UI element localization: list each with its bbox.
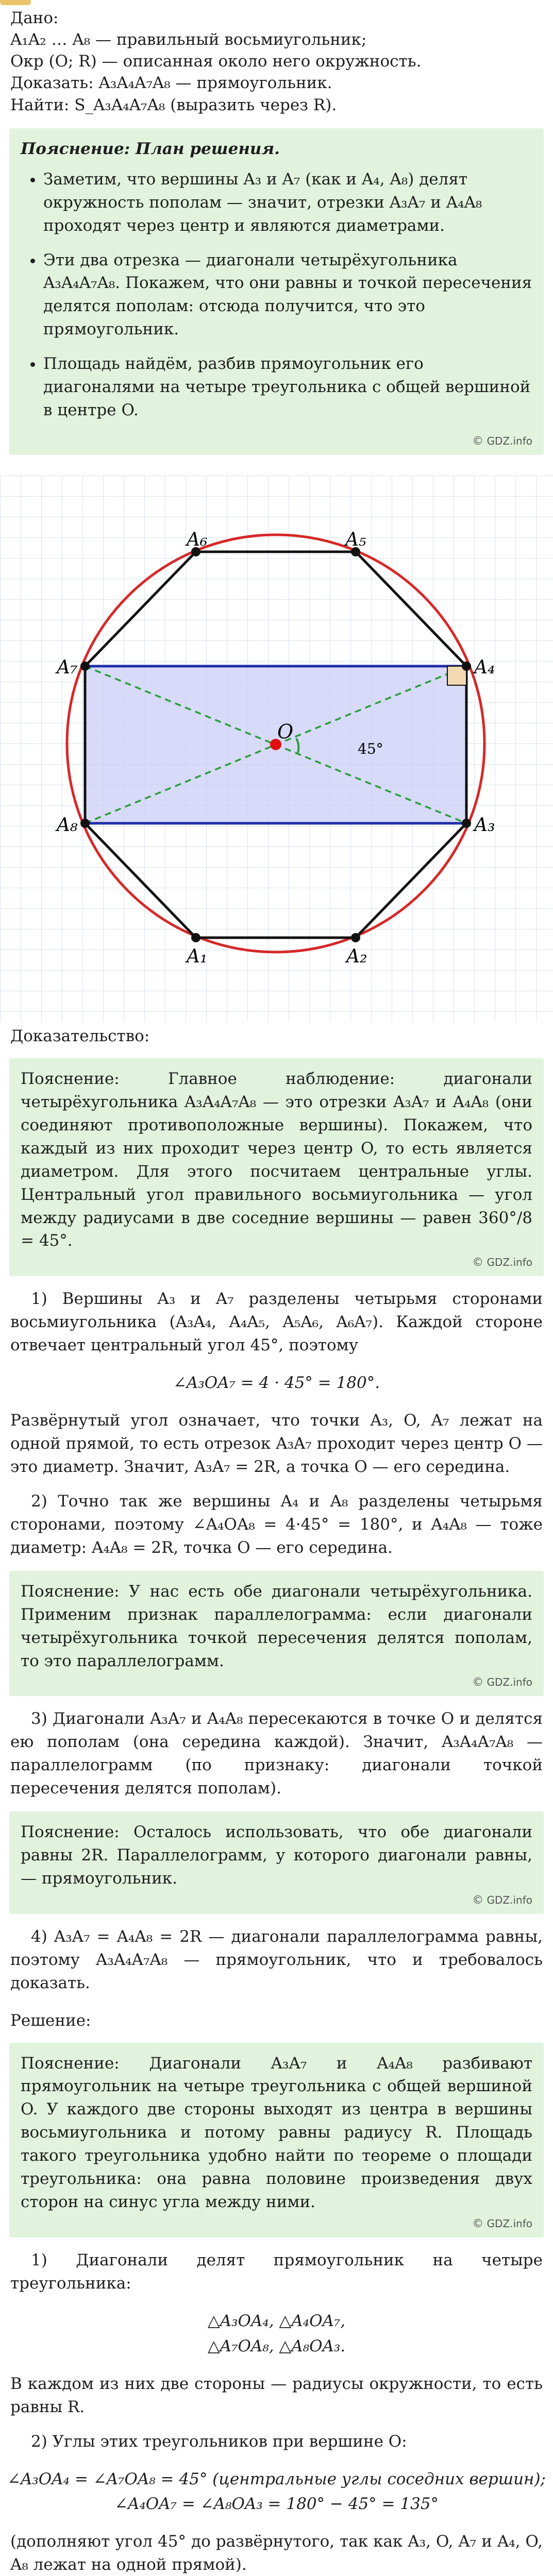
proof-box-2-credit bbox=[21, 1674, 532, 1691]
proof-step-4: 4) A₃A₇ = A₄A₈ = 2R — диагонали параллелограмма равны, поэтому A₃A₄A₇A₈ — прямоугольник, что и требовалось доказать. bbox=[10, 1927, 543, 1992]
solution-box-1-text: Пояснение: Диагонали A₃A₇ и A₄A₈ разбивают прямоугольник на четыре треугольника с общей вершиной O. У каждого две стороны выходят из центра в вершины восьмиугольника и потому равны радиусу R. Площадь такого треугольника удобно найти по теореме о площади треугольника: она равна половине произведения двух сторон на синус угла между ними. bbox=[21, 2054, 532, 2212]
plan-title: Пояснение: План решения. bbox=[21, 139, 280, 158]
vertex-a4-point bbox=[462, 662, 471, 671]
proof-step-1-cont: Развёрнутый угол означает, что точки A₃, O, A₇ лежат на одной прямой, то есть отрезок A₃A₇ проходит через центр O — это диаметр. Значит, A₃A₇ = 2R, а точка O — его середина. bbox=[10, 1411, 543, 1476]
plan-list bbox=[21, 168, 532, 422]
plan-item-3: • Площадь найдём, разбив прямоугольник его диагоналями на четыре треугольника с общей вершиной в центре O. bbox=[43, 352, 532, 422]
label-o: O bbox=[277, 720, 294, 743]
given-line-5: Найти: S_A₃A₄A₇A₈ (выразить через R). bbox=[10, 95, 337, 114]
proof-box-1 bbox=[9, 1058, 544, 1276]
copyright-icon: © bbox=[472, 1676, 484, 1689]
copyright-icon: © bbox=[472, 435, 484, 448]
label-a1: A₁ bbox=[187, 945, 208, 967]
label-a7: A₇ bbox=[57, 656, 78, 678]
solution-triangles-row-2: △A₇OA₈, △A₈OA₃. bbox=[207, 2336, 346, 2355]
solution-triangles-row-1: △A₃OA₄, △A₄OA₇, bbox=[207, 2311, 346, 2330]
proof-box-2-text: Пояснение: У нас есть обе диагонали четырёхугольника. Применим признак параллелограмма: если диагонали четырёхугольника точкой пересечения делятся пополам, то это параллелограмм. bbox=[21, 1582, 532, 1670]
proof-box-3 bbox=[9, 1811, 544, 1914]
solution-step-2: 2) Углы этих треугольников при вершине O: bbox=[31, 2432, 407, 2451]
credit-text: GDZ.info bbox=[487, 1676, 532, 1689]
label-a4: A₄ bbox=[474, 656, 495, 678]
proof-box-3-text: Пояснение: Осталось использовать, что обе диагонали равны 2R. Параллелограмм, у которого диагонали равны, — прямоугольник. bbox=[21, 1823, 532, 1888]
label-angle-45: 45° bbox=[358, 740, 383, 757]
label-a2: A₂ bbox=[346, 945, 367, 967]
solution-step-1: 1) Диагонали делят прямоугольник на четыре треугольника: bbox=[10, 2250, 543, 2293]
copyright-icon: © bbox=[472, 1256, 484, 1269]
vertex-a1-point bbox=[191, 933, 200, 942]
octagon-diagram bbox=[0, 476, 553, 1022]
proof-label: Доказательство: bbox=[10, 1026, 150, 1045]
credit-text: GDZ.info bbox=[487, 1893, 532, 1906]
copyright-icon: © bbox=[472, 2217, 484, 2231]
solution-label: Решение: bbox=[10, 2011, 91, 2030]
solution-box-1-credit bbox=[21, 2216, 532, 2232]
plan-credit-text: GDZ.info bbox=[487, 435, 532, 448]
vertex-a3-point bbox=[462, 819, 471, 828]
proof-step-3: 3) Диагонали A₃A₇ и A₄A₈ пересекаются в точке O и делятся ею пополам (она середина каждой). Значит, A₃A₄A₇A₈ — параллелограмм (по признаку: диагонали точкой пересечения делятся пополам). bbox=[10, 1709, 543, 1798]
label-a3: A₃ bbox=[474, 814, 495, 836]
proof-step-2: 2) Точно так же вершины A₄ и A₈ разделены четырьмя сторонами, поэтому ∠A₄OA₈ = 4·45° = 180°, и A₄A₈ — тоже диаметр: A₄A₈ = 2R, точка O — его середина. bbox=[10, 1492, 543, 1557]
octagon-figure bbox=[0, 476, 553, 1022]
solution-angles-row-1: ∠A₃OA₄ = ∠A₇OA₈ = 45° (центральные углы соседних вершин); bbox=[7, 2469, 546, 2488]
given-line-1: Дано: bbox=[10, 9, 59, 27]
label-a8: A₈ bbox=[57, 814, 78, 836]
copyright-icon: © bbox=[472, 1893, 484, 1907]
given-line-2: A₁A₂ … A₈ — правильный восьмиугольник; bbox=[10, 30, 367, 49]
proof-box-2 bbox=[9, 1571, 544, 1697]
solution-box-1 bbox=[9, 2043, 544, 2238]
solution-step-2-cont: (дополняют угол 45° до развёрнутого, так как A₃, O, A₇ и A₄, O, A₈ лежат на одной прямой). bbox=[10, 2532, 543, 2574]
label-a6: A₆ bbox=[187, 529, 208, 550]
vertex-a8-point bbox=[80, 819, 90, 828]
solution-step-1-cont: В каждом из них две стороны — радиусы окружности, то есть равны R. bbox=[10, 2374, 543, 2416]
proof-box-1-credit bbox=[21, 1255, 532, 1271]
credit-text: GDZ.info bbox=[487, 2217, 532, 2230]
given-line-4: Доказать: A₃A₄A₇A₈ — прямоугольник. bbox=[10, 74, 332, 93]
proof-step-1: 1) Вершины A₃ и A₇ разделены четырьмя сторонами восьмиугольника (A₃A₄, A₄A₅, A₅A₆, A₆A₇). Каждой стороне отвечает центральный угол 45°, поэтому bbox=[10, 1290, 543, 1355]
proof-box-3-credit bbox=[21, 1892, 532, 1909]
given-line-3: Окр (O; R) — описанная около него окружность. bbox=[10, 52, 422, 71]
header-tab-decoration bbox=[0, 0, 31, 5]
plan-item-1: • Заметим, что вершины A₃ и A₇ (как и A₄, A₈) делят окружность пополам — значит, отрезки A₃A₇ и A₄A₈ проходят через центр и являются диаметрами. bbox=[43, 168, 532, 238]
plan-box bbox=[9, 128, 544, 455]
proof-formula-1: ∠A₃OA₇ = 4 · 45° = 180°. bbox=[173, 1374, 380, 1393]
plan-credit bbox=[21, 433, 532, 450]
proof-box-1-text: Пояснение: Главное наблюдение: диагонали четырёхугольника A₃A₄A₇A₈ — это отрезки A₃A₇ и A₄A₈ (они соединяют противоположные вершины). Покажем, что каждый из них проходит через центр O, то есть является диаметром. Для этого посчитаем центральные углы. Центральный угол правильного восьмиугольника — угол между радиусами в две соседние вершины — равен 360°/8 = 45°. bbox=[21, 1069, 532, 1250]
plan-item-2: • Эти два отрезка — диагонали четырёхугольника A₃A₄A₇A₈. Покажем, что они равны и точкой пересечения делятся пополам: отсюда получится, что это прямоугольник. bbox=[43, 249, 532, 342]
vertex-a2-point bbox=[351, 933, 360, 942]
solution-angles-row-2: ∠A₄OA₇ = ∠A₈OA₃ = 180° − 45° = 135° bbox=[114, 2495, 439, 2514]
label-a5: A₅ bbox=[345, 529, 366, 550]
given-block bbox=[0, 0, 553, 121]
vertex-a7-point bbox=[80, 662, 90, 671]
credit-text: GDZ.info bbox=[487, 1256, 532, 1269]
